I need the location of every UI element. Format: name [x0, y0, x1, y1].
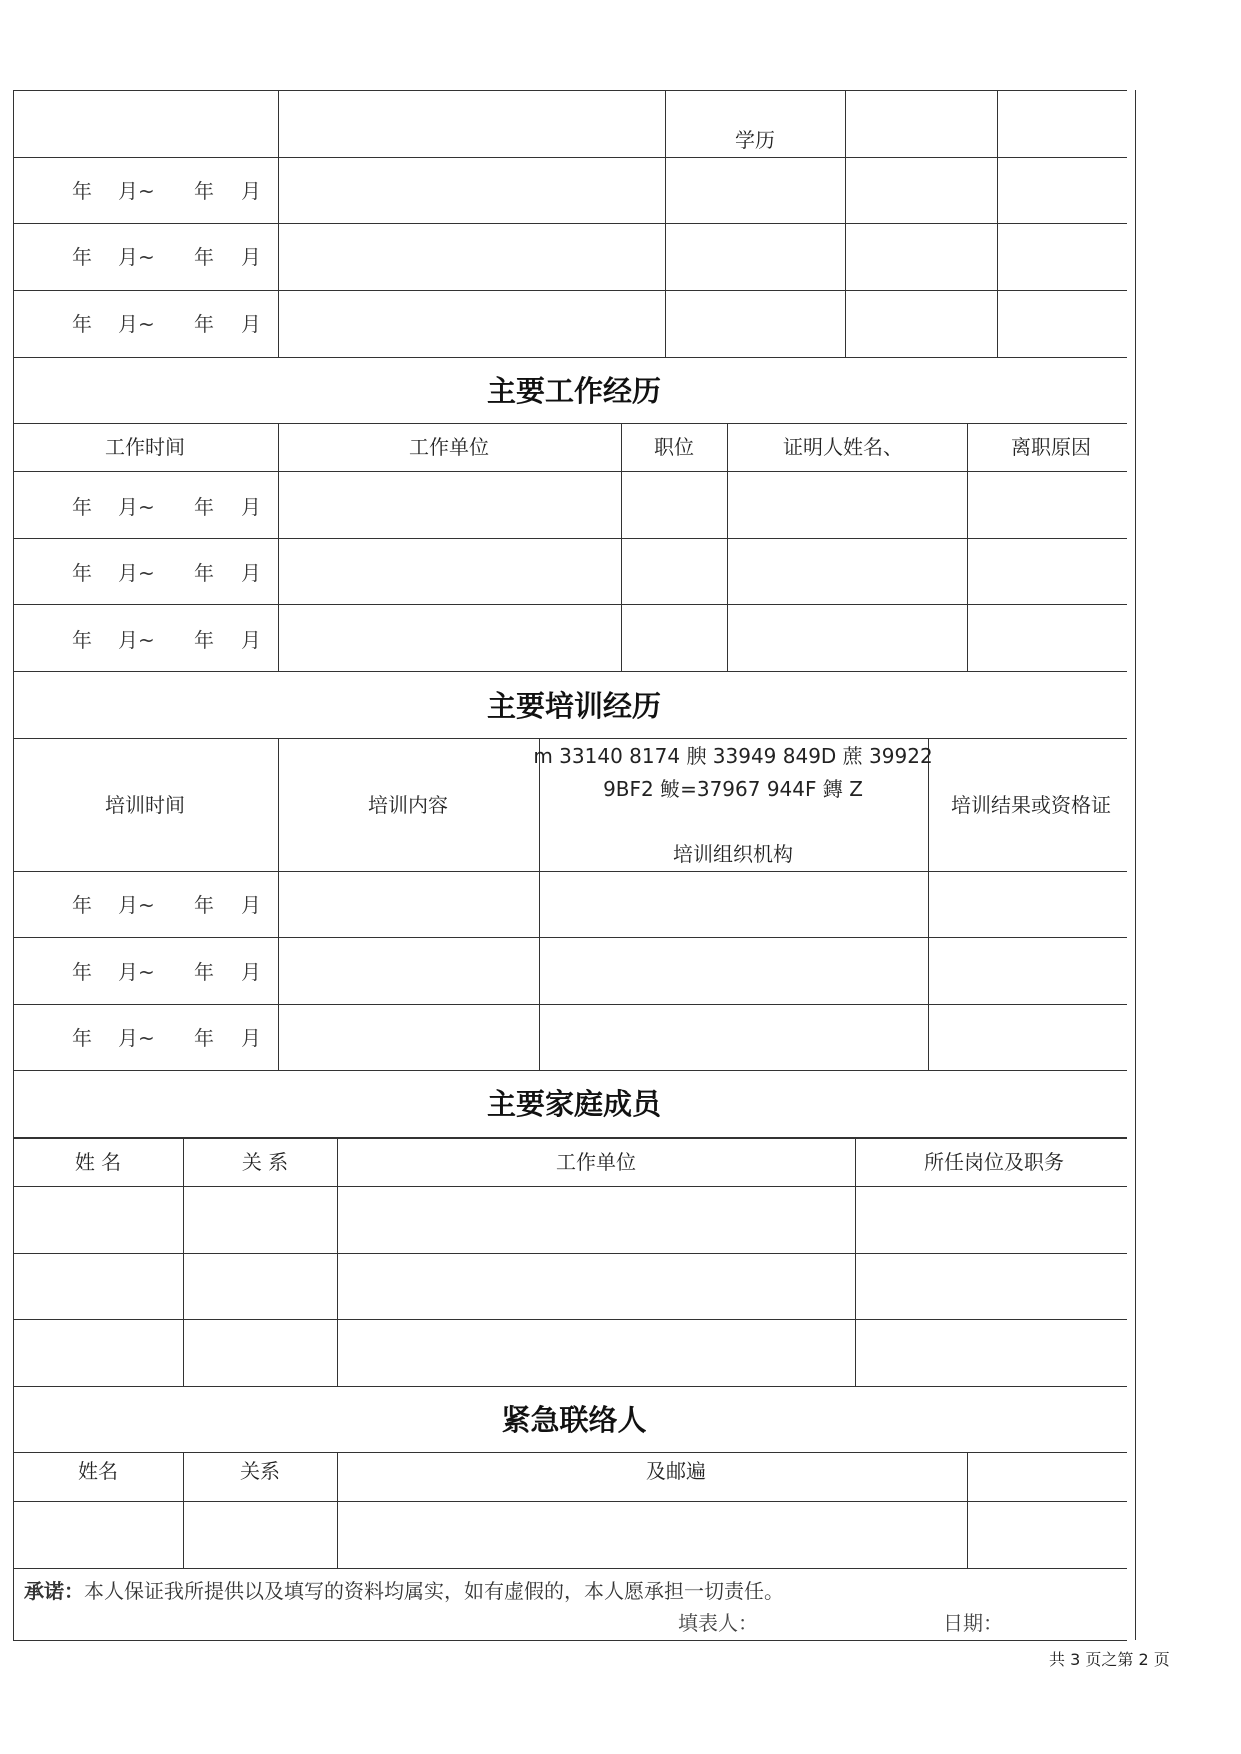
rule-work-v4: [967, 423, 968, 671]
training-section-title: 主要培训经历: [486, 689, 662, 723]
rule-family-v1: [183, 1137, 184, 1386]
date-month-from: 月~: [118, 893, 155, 917]
date-month-from: 月~: [118, 312, 155, 336]
family-header-relation: 关 系: [241, 1150, 289, 1174]
rule-emergency-v2: [337, 1452, 338, 1568]
date-year-from: 年: [72, 179, 92, 203]
rule-work-header-bottom: [13, 471, 1127, 472]
rule-train-v3: [928, 738, 929, 1070]
family-section-title: 主要家庭成员: [486, 1087, 662, 1121]
date-month-to: 月: [241, 561, 261, 585]
rule-outer-left: [13, 90, 14, 1640]
work-header-time: 工作时间: [105, 435, 185, 459]
rule-emergency-v1: [183, 1452, 184, 1568]
date-month-from: 月~: [118, 960, 155, 984]
date-year-from: 年: [72, 960, 92, 984]
rule-train-2: [13, 1004, 1127, 1005]
rule-work-1: [13, 538, 1127, 539]
rule-family-v2: [337, 1137, 338, 1386]
rule-work-v1: [278, 423, 279, 671]
edu-header-label: 学历: [735, 128, 775, 152]
pledge-statement: [24, 1578, 784, 1604]
date-month-from: 月~: [118, 245, 155, 269]
training-header-content: 培训内容: [368, 793, 448, 817]
rule-train-header-bottom: [13, 871, 1127, 872]
rule-family-bottom: [13, 1386, 1127, 1387]
family-header-position: 所任岗位及职务: [924, 1150, 1064, 1174]
work-header-company: 工作单位: [409, 435, 489, 459]
rule-train-v2: [539, 738, 540, 1070]
pledge-date-label: 日期：: [943, 1611, 1003, 1635]
rule-outer-right: [1135, 90, 1136, 1640]
date-year-from: 年: [72, 245, 92, 269]
date-year-to: 年: [194, 179, 214, 203]
date-month-to: 月: [241, 312, 261, 336]
emergency-header-relation: 关系: [240, 1459, 280, 1483]
date-month-to: 月: [241, 245, 261, 269]
rule-edu-2: [13, 223, 1127, 224]
rule-train-bottom: [13, 1070, 1127, 1071]
rule-emergency-v3: [967, 1452, 968, 1568]
work-header-leave-reason: 离职原因: [1011, 435, 1091, 459]
rule-edu-v1: [278, 90, 279, 357]
rule-edu-1: [13, 157, 1127, 158]
date-year-from: 年: [72, 628, 92, 652]
rule-work-bottom: [13, 671, 1127, 672]
emergency-header-name: 姓名: [78, 1459, 118, 1483]
date-month-from: 月~: [118, 1026, 155, 1050]
rule-edu-v4: [997, 90, 998, 357]
training-header-time: 培训时间: [105, 793, 185, 817]
training-header-garbled-line-1: m 33140 8174 腴 33949 849D 蔗 39922: [533, 744, 933, 768]
pledge-filler-label: 填表人：: [678, 1611, 758, 1635]
rule-work-2: [13, 604, 1127, 605]
date-year-to: 年: [194, 561, 214, 585]
date-month-to: 月: [241, 628, 261, 652]
date-month-from: 月~: [118, 495, 155, 519]
rule-edu-v3: [845, 90, 846, 357]
pledge-text: 本人保证我所提供以及填写的资料均属实，如有虚假的，本人愿承担一切责任。: [84, 1579, 784, 1603]
date-month-from: 月~: [118, 628, 155, 652]
family-header-company: 工作单位: [556, 1150, 636, 1174]
date-year-to: 年: [194, 893, 214, 917]
work-header-reference: 证明人姓名、: [783, 435, 903, 459]
date-year-from: 年: [72, 1026, 92, 1050]
rule-family-1: [13, 1253, 1127, 1254]
rule-edu-bottom: [13, 357, 1127, 358]
work-header-position: 职位: [654, 435, 694, 459]
rule-family-v3: [855, 1137, 856, 1386]
date-year-from: 年: [72, 561, 92, 585]
rule-train-title-bottom: [13, 738, 1127, 739]
rule-edu-top: [13, 90, 1127, 91]
date-year-from: 年: [72, 495, 92, 519]
training-header-garbled-line-2: 9BF2 鲏=37967 944F 鏄 Z: [603, 777, 863, 801]
rule-edu-v2: [665, 90, 666, 357]
rule-work-title-bottom: [13, 423, 1127, 424]
training-header-result: 培训结果或资格证: [951, 793, 1111, 817]
rule-family-title-bottom: [13, 1137, 1127, 1139]
family-header-name: 姓 名: [74, 1150, 122, 1174]
rule-family-header-bottom: [13, 1186, 1127, 1187]
emergency-header-contact: 及邮遍: [646, 1459, 706, 1483]
date-year-to: 年: [194, 495, 214, 519]
date-year-to: 年: [194, 960, 214, 984]
date-month-to: 月: [241, 893, 261, 917]
date-year-to: 年: [194, 628, 214, 652]
rule-form-bottom: [13, 1640, 1127, 1641]
rule-train-1: [13, 937, 1127, 938]
date-month-from: 月~: [118, 561, 155, 585]
date-month-from: 月~: [118, 179, 155, 203]
date-month-to: 月: [241, 495, 261, 519]
rule-train-v1: [278, 738, 279, 1070]
date-year-from: 年: [72, 893, 92, 917]
date-month-to: 月: [241, 179, 261, 203]
rule-edu-3: [13, 290, 1127, 291]
work-section-title: 主要工作经历: [486, 374, 662, 408]
date-year-from: 年: [72, 312, 92, 336]
date-year-to: 年: [194, 312, 214, 336]
rule-work-v3: [727, 423, 728, 671]
emergency-section-title: 紧急联络人: [501, 1403, 647, 1437]
rule-family-2: [13, 1319, 1127, 1320]
page-number-info: 共 3 页之第 2 页: [1049, 1650, 1170, 1669]
date-year-to: 年: [194, 1026, 214, 1050]
date-year-to: 年: [194, 245, 214, 269]
rule-emergency-title-bottom: [13, 1452, 1127, 1453]
rule-emergency-bottom: [13, 1568, 1127, 1569]
pledge-label: 承诺：: [24, 1579, 84, 1603]
training-header-organization: 培训组织机构: [673, 842, 793, 866]
rule-work-v2: [621, 423, 622, 671]
date-month-to: 月: [241, 960, 261, 984]
date-month-to: 月: [241, 1026, 261, 1050]
rule-emergency-header-bottom: [13, 1501, 1127, 1502]
